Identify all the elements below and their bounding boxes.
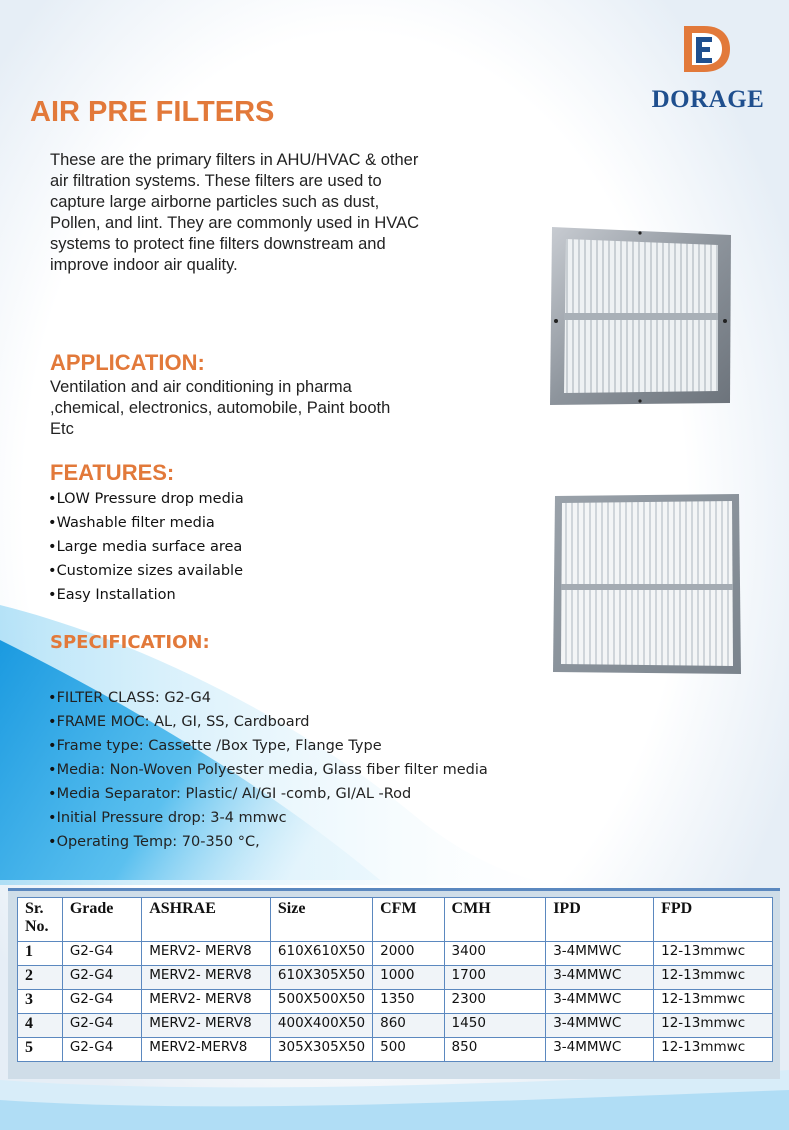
table-cell: 4 — [18, 1014, 63, 1038]
list-item: •FILTER CLASS: G2-G4 — [48, 690, 212, 706]
table-cell: 400X400X50 — [270, 1014, 372, 1038]
filter-photo-2 — [553, 492, 743, 676]
table-row — [18, 990, 773, 1014]
list-item: •Operating Temp: 70-350 °C, — [48, 834, 260, 850]
column-header: Grade — [62, 898, 141, 942]
table-cell: G2-G4 — [62, 966, 141, 990]
table-cell: 2000 — [373, 942, 444, 966]
dorage-logo-mark-icon — [678, 22, 734, 76]
table-cell: 610X610X50 — [270, 942, 372, 966]
bullet-icon: • — [48, 834, 57, 850]
table-cell: 850 — [444, 1038, 546, 1062]
list-item: •FRAME MOC: AL, GI, SS, Cardboard — [48, 714, 310, 730]
table-cell: 5 — [18, 1038, 63, 1062]
table-header-row — [18, 898, 773, 942]
bullet-icon: • — [48, 714, 57, 730]
column-header: CFM — [373, 898, 444, 942]
table-cell: 500X500X50 — [270, 990, 372, 1014]
bullet-icon: • — [48, 563, 57, 579]
table-cell: G2-G4 — [62, 1014, 141, 1038]
list-item: •Frame type: Cassette /Box Type, Flange Type — [48, 738, 382, 754]
table-cell: 12-13mmwc — [654, 1038, 773, 1062]
column-header: Sr. No. — [18, 898, 63, 942]
table-cell: 3-4MMWC — [546, 990, 654, 1014]
column-header: ASHRAE — [142, 898, 271, 942]
brand-name: DORAGE — [651, 86, 765, 113]
table-row — [18, 1038, 773, 1062]
specification-heading: SPECIFICATION: — [50, 632, 210, 653]
list-item: •Media Separator: Plastic/ Al/GI -comb, GI/AL -Rod — [48, 786, 412, 802]
features-list — [48, 489, 244, 609]
application-text: Ventilation and air conditioning in pharma ,chemical, electronics, automobile, Paint booth Etc — [50, 378, 391, 438]
table-cell: 1350 — [373, 990, 444, 1014]
list-item: •Initial Pressure drop: 3-4 mmwc — [48, 810, 287, 826]
table-cell: 1000 — [373, 966, 444, 990]
list-item: •Media: Non-Woven Polyester media, Glass fiber filter media — [48, 762, 488, 778]
table-cell: MERV2- MERV8 — [142, 966, 271, 990]
table-cell: 2 — [18, 966, 63, 990]
table-cell: 3-4MMWC — [546, 966, 654, 990]
table-cell: MERV2- MERV8 — [142, 942, 271, 966]
table-cell: 860 — [373, 1014, 444, 1038]
bullet-icon: • — [48, 762, 57, 778]
bullet-icon: • — [48, 539, 57, 555]
table-row — [18, 942, 773, 966]
column-header: IPD — [546, 898, 654, 942]
bullet-icon: • — [48, 738, 57, 754]
list-item: •Large media surface area — [48, 539, 243, 555]
filter-photo-1 — [548, 225, 733, 407]
table-cell: 1700 — [444, 966, 546, 990]
table-cell: 12-13mmwc — [654, 1014, 773, 1038]
bullet-icon: • — [48, 515, 57, 531]
table-cell: 3400 — [444, 942, 546, 966]
table-cell: 500 — [373, 1038, 444, 1062]
bullet-icon: • — [48, 587, 57, 603]
application-heading: APPLICATION: — [50, 350, 205, 375]
page-title: AIR PRE FILTERS — [30, 96, 275, 128]
table-cell: 610X305X50 — [270, 966, 372, 990]
features-heading: FEATURES: — [50, 460, 175, 485]
bullet-icon: • — [48, 786, 57, 802]
table-cell: 3-4MMWC — [546, 1014, 654, 1038]
table-cell: G2-G4 — [62, 1038, 141, 1062]
intro-paragraph: These are the primary filters in AHU/HVAC & other air filtration systems. These filters are used to capture large airborne particles such as dust, Pollen, and lint. They are commonly used in HVAC systems to protect fine filters downstream and improve indoor air quality. — [50, 151, 419, 274]
table-cell: G2-G4 — [62, 990, 141, 1014]
table-cell: 1450 — [444, 1014, 546, 1038]
table-cell: MERV2- MERV8 — [142, 990, 271, 1014]
list-item: •LOW Pressure drop media — [48, 491, 244, 507]
table-cell: 2300 — [444, 990, 546, 1014]
table-cell: 3-4MMWC — [546, 942, 654, 966]
table-cell: 12-13mmwc — [654, 942, 773, 966]
brand-logo — [650, 20, 770, 120]
spec-table-panel — [8, 888, 780, 1079]
table-cell: MERV2-MERV8 — [142, 1038, 271, 1062]
list-item: •Easy Installation — [48, 587, 176, 603]
bullet-icon: • — [48, 491, 57, 507]
table-row — [18, 1014, 773, 1038]
column-header: Size — [270, 898, 372, 942]
bullet-icon: • — [48, 690, 57, 706]
table-row — [18, 966, 773, 990]
table-cell: MERV2- MERV8 — [142, 1014, 271, 1038]
table-cell: G2-G4 — [62, 942, 141, 966]
specification-list — [48, 688, 488, 856]
table-cell: 3-4MMWC — [546, 1038, 654, 1062]
column-header: FPD — [654, 898, 773, 942]
spec-table — [17, 897, 773, 1062]
column-header: CMH — [444, 898, 546, 942]
table-cell: 12-13mmwc — [654, 990, 773, 1014]
table-cell: 1 — [18, 942, 63, 966]
table-cell: 3 — [18, 990, 63, 1014]
list-item: •Washable filter media — [48, 515, 215, 531]
table-cell: 12-13mmwc — [654, 966, 773, 990]
bullet-icon: • — [48, 810, 57, 826]
list-item: •Customize sizes available — [48, 563, 244, 579]
table-cell: 305X305X50 — [270, 1038, 372, 1062]
